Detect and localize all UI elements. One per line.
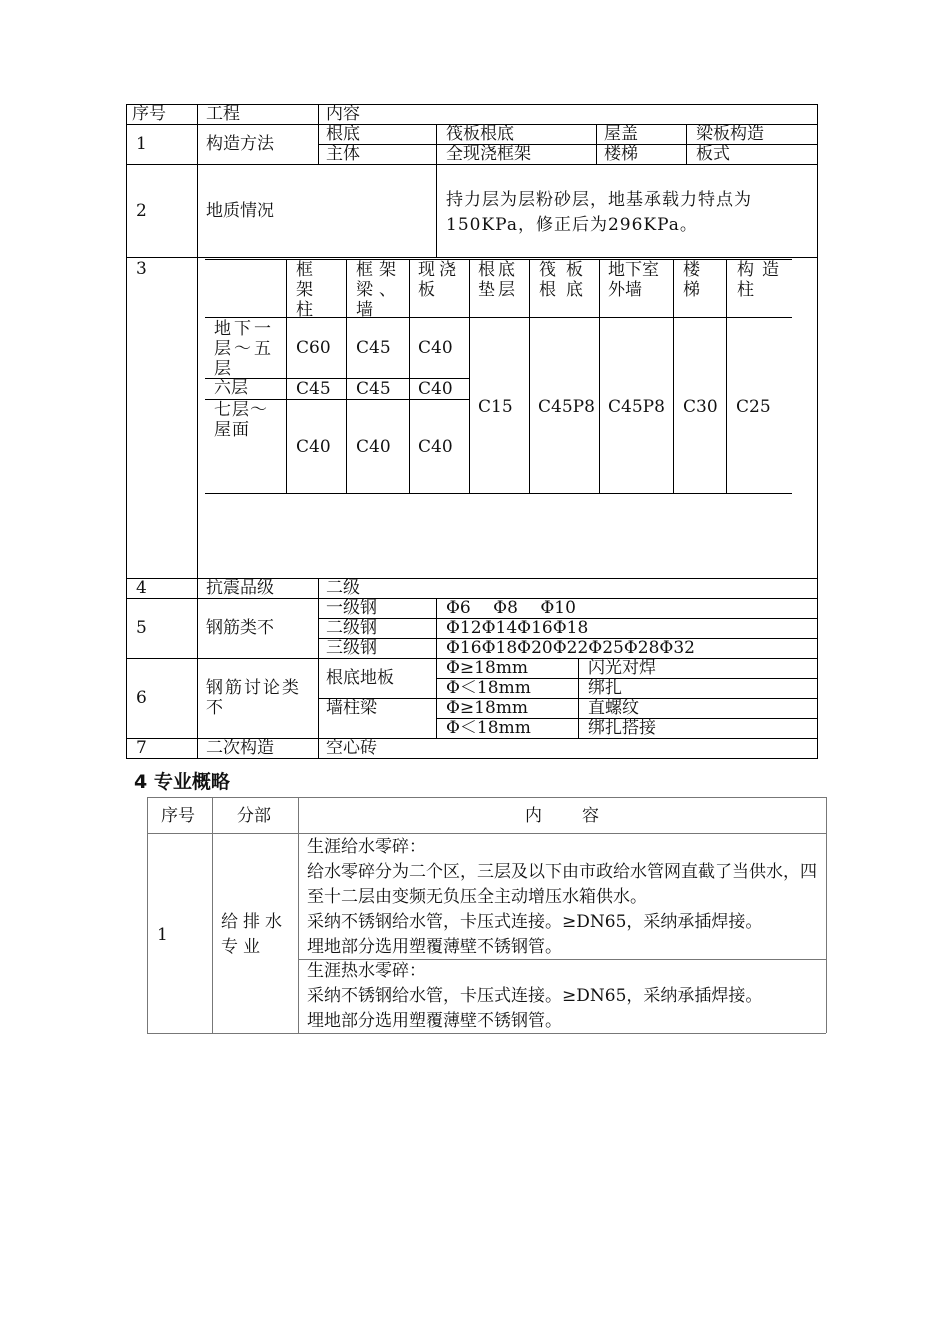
cond-3: Φ≥18mm [446, 698, 529, 718]
water-supply-line-1: 给水零碎分为二个区，三层及以下由市政给水管网直截了当供水，四至十二层由变频无负压全主动增压水箱供水。 [307, 862, 817, 907]
header-content: 内容 [326, 104, 360, 124]
row4-no: 4 [136, 578, 147, 598]
f7-slab: C40 [418, 437, 453, 457]
row4-content: 二级 [326, 578, 360, 598]
t2-row-no: 1 [157, 925, 168, 945]
t2-row-part: 给排水专业 [221, 912, 287, 957]
steel-grade-1: 一级钢 [326, 598, 377, 618]
row2-item: 地质情况 [206, 201, 274, 221]
col-frame-column: 框架柱 [296, 260, 319, 320]
row1-b1: 主体 [326, 144, 360, 164]
merged-basement: C45P8 [608, 397, 665, 417]
cond-1: Φ≥18mm [446, 658, 529, 678]
row1-a3: 屋盖 [604, 124, 638, 144]
water-supply-line-2: 采纳不锈钢给水管，卡压式连接。≥DN65，采纳承插焊接。 [307, 912, 763, 932]
row1-b2: 全现浇框架 [446, 144, 531, 164]
row5-no: 5 [136, 618, 147, 638]
method-2: 绑扎 [588, 678, 622, 698]
section-title: 4 专业概略 [134, 771, 230, 793]
hot-water-line-2: 埋地部分选用塑覆薄壁不锈钢管。 [307, 1011, 562, 1031]
row3-no: 3 [136, 259, 147, 279]
col-frame-beam-wall: 框架梁、墙 [356, 260, 402, 320]
f6-slab: C40 [418, 379, 453, 399]
merged-structural: C25 [736, 397, 771, 417]
steel-grade-3-sizes: Φ16Φ18Φ20Φ22Φ25Φ28Φ32 [446, 638, 695, 658]
floor-label-7-roof: 七层～屋面 [214, 400, 268, 440]
steel-grade-2: 二级钢 [326, 618, 377, 638]
row7-item: 二次构造 [206, 738, 274, 758]
t2-header-content: 内 容 [525, 806, 601, 826]
row5-item: 钢筋类不 [206, 618, 274, 638]
water-supply-block [307, 833, 819, 958]
col-raft-foundation: 筏板根底 [539, 260, 593, 300]
steel-grade-1-sizes: Φ6 Φ8 Φ10 [446, 598, 576, 618]
b1-5-slab: C40 [418, 338, 453, 358]
merged-stairs: C30 [683, 397, 718, 417]
hot-water-title: 生涯热水零碎： [307, 961, 426, 981]
header-item: 工程 [206, 104, 240, 124]
cond-4: Φ＜18mm [446, 718, 531, 738]
geology-text: 持力层为层粉砂层，地基承载力特点为150KPa，修正后为296KPa。 [446, 190, 752, 235]
t2-header-part: 分部 [237, 806, 271, 826]
f7-col: C40 [296, 437, 331, 457]
header-no: 序号 [132, 104, 166, 124]
col-foundation-cushion: 根底垫层 [478, 260, 518, 300]
row1-a2: 筏板根底 [446, 124, 514, 144]
row2-no: 2 [136, 201, 147, 221]
row7-no: 7 [136, 738, 147, 758]
f6-col: C45 [296, 379, 331, 399]
row1-item: 构造方法 [206, 134, 274, 154]
f7-beam: C40 [356, 437, 391, 457]
steel-grade-2-sizes: Φ12Φ14Φ16Φ18 [446, 618, 589, 638]
col-stairs: 楼梯 [683, 260, 700, 300]
row1-b4: 板式 [696, 144, 730, 164]
row1-no: 1 [136, 134, 147, 154]
row1-b3: 楼梯 [604, 144, 638, 164]
row7-content: 空心砖 [326, 738, 377, 758]
row4-item: 抗震品级 [206, 578, 274, 598]
row1-a4: 梁板构造 [696, 124, 764, 144]
row1-a1: 根底 [326, 124, 360, 144]
t2-header-no: 序号 [161, 806, 195, 826]
col-basement-wall: 地下室外墙 [608, 260, 659, 300]
method-4: 绑扎搭接 [588, 718, 656, 738]
cond-2: Φ＜18mm [446, 678, 531, 698]
col-cast-slab: 现浇板 [418, 260, 460, 300]
water-supply-line-3: 埋地部分选用塑覆薄壁不锈钢管。 [307, 937, 562, 957]
col-structural-column: 构造柱 [737, 260, 787, 300]
steel-grade-3: 三级钢 [326, 638, 377, 658]
part-foundation-slab: 根底地板 [326, 668, 394, 688]
row6-item: 钢筋讨论类不 [206, 678, 301, 718]
b1-5-beam: C45 [356, 338, 391, 358]
merged-raft: C45P8 [538, 397, 595, 417]
row6-no: 6 [136, 688, 147, 708]
merged-cushion: C15 [478, 397, 513, 417]
part-wall-column-beam: 墙柱梁 [326, 698, 377, 718]
method-3: 直螺纹 [588, 698, 639, 718]
water-supply-title: 生涯给水零碎： [307, 837, 426, 857]
method-1: 闪光对焊 [588, 658, 656, 678]
f6-beam: C45 [356, 379, 391, 399]
floor-label-b1-5: 地下一层～五层 [214, 319, 274, 379]
b1-5-col: C60 [296, 338, 331, 358]
floor-label-6: 六层 [214, 378, 248, 398]
hot-water-line-1: 采纳不锈钢给水管，卡压式连接。≥DN65，采纳承插焊接。 [307, 986, 763, 1006]
hot-water-block [307, 959, 819, 1034]
